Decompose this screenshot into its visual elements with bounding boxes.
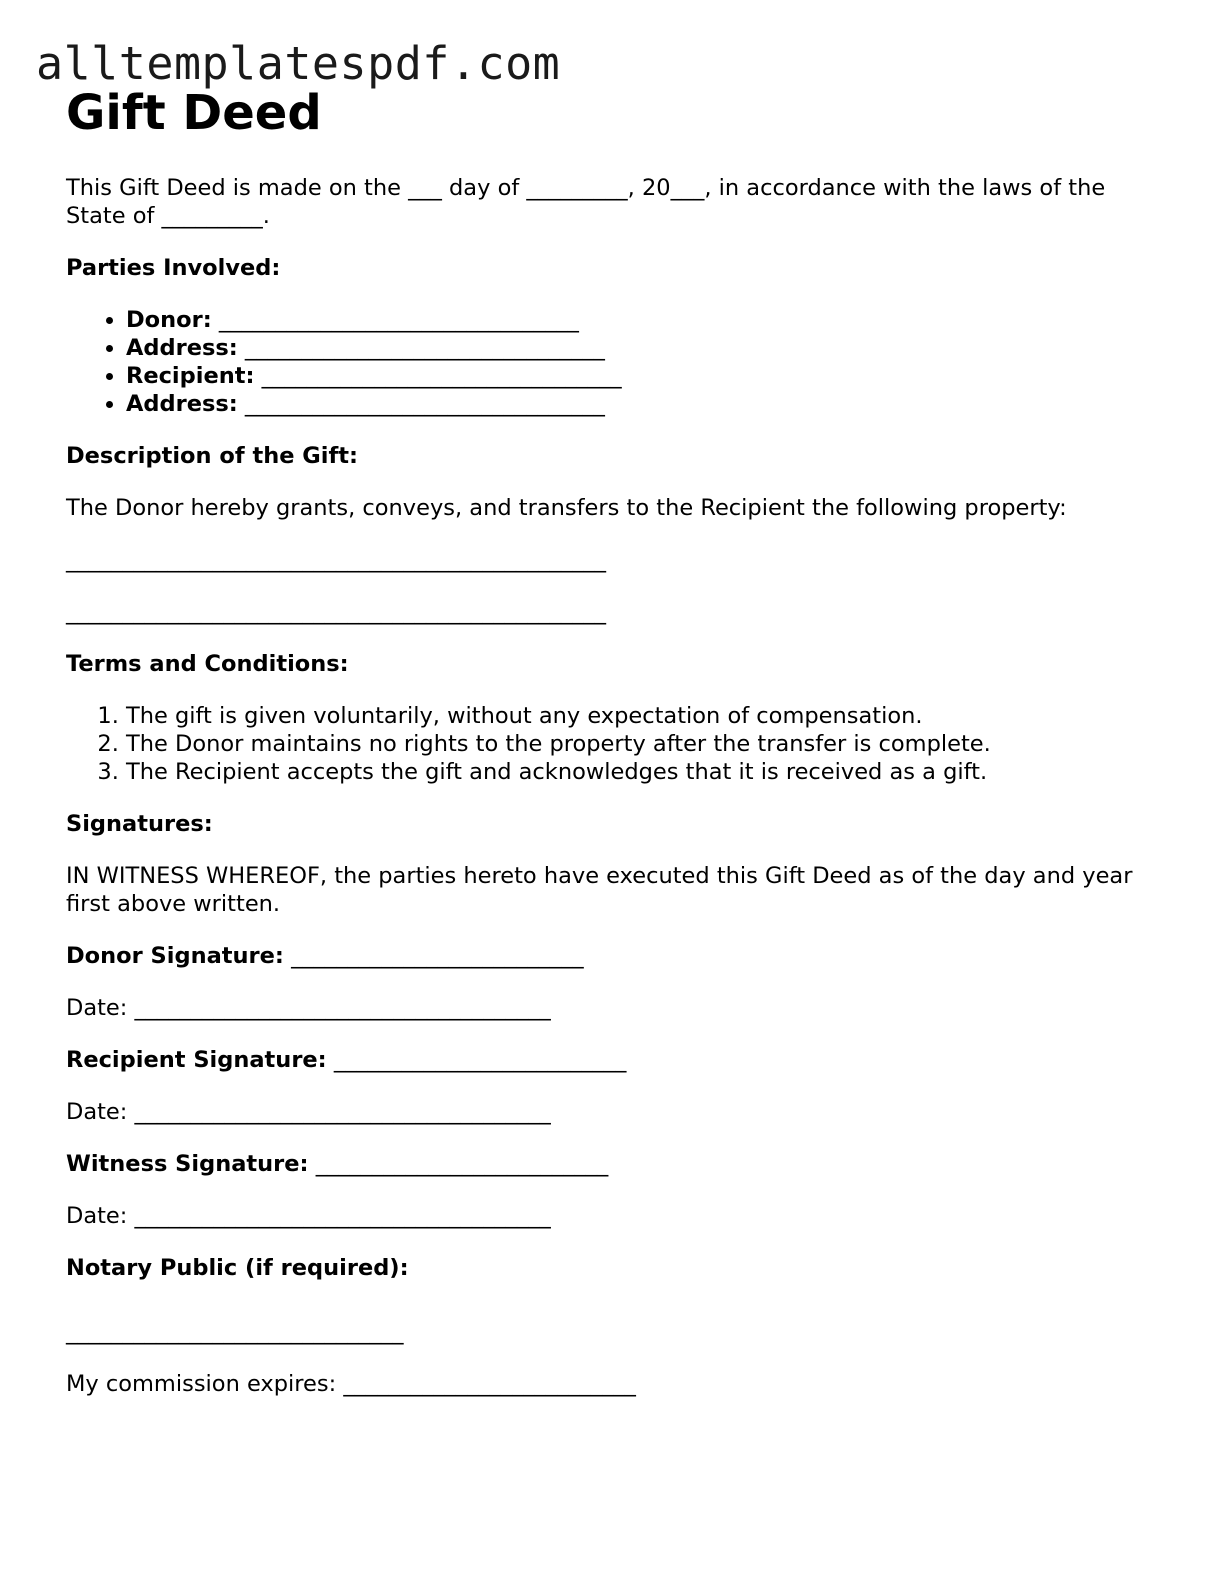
party-blank: ________________________________	[244, 335, 605, 361]
gift-heading: Description of the Gift:	[66, 443, 359, 469]
date-blank: _____________________________________	[134, 1099, 551, 1125]
witness-date-row	[66, 1202, 1166, 1230]
donor-signature-label: Donor Signature:	[66, 943, 284, 969]
recipient-date-row	[66, 1098, 1166, 1126]
party-label: Address:	[126, 335, 238, 361]
commission-row	[66, 1370, 1166, 1398]
party-blank: ________________________________	[244, 391, 605, 417]
party-label: Address:	[126, 391, 238, 417]
recipient-signature-row	[66, 1046, 1166, 1074]
party-item-recipient	[126, 362, 1166, 390]
date-label: Date:	[66, 1099, 128, 1125]
witness-signature-label: Witness Signature:	[66, 1151, 309, 1177]
term-item: 1. The gift is given voluntarily, without any expectation of compensation.	[126, 702, 1166, 730]
party-item-donor	[126, 306, 1166, 334]
commission-label: My commission expires:	[66, 1371, 337, 1397]
party-item-recipient-address	[126, 390, 1166, 418]
date-blank: _____________________________________	[134, 995, 551, 1021]
terms-list	[66, 702, 1166, 786]
party-item-donor-address	[126, 334, 1166, 362]
date-blank: _____________________________________	[134, 1203, 551, 1229]
donor-signature-blank: __________________________	[291, 943, 584, 969]
party-blank: ________________________________	[261, 363, 622, 389]
gift-text: The Donor hereby grants, conveys, and transfers to the Recipient the following property:	[66, 495, 1067, 521]
term-item: 3. The Recipient accepts the gift and acknowledges that it is received as a gift.	[126, 758, 1166, 786]
gift-blank-line-1: ________________________________________________	[66, 547, 606, 573]
document-page	[66, 84, 1166, 1398]
parties-heading: Parties Involved:	[66, 255, 281, 281]
date-label: Date:	[66, 1203, 128, 1229]
intro-paragraph: This Gift Deed is made on the ___ day of _________, 20___, in accordance with the laws of the State of _________.	[66, 175, 1106, 229]
signatures-heading: Signatures:	[66, 811, 213, 837]
party-label: Recipient:	[126, 363, 255, 389]
party-label: Donor:	[126, 307, 212, 333]
notary-heading: Notary Public (if required):	[66, 1255, 409, 1281]
recipient-signature-blank: __________________________	[333, 1047, 627, 1073]
witness-signature-row	[66, 1150, 1166, 1178]
donor-date-row	[66, 994, 1166, 1022]
notary-signature-line: ______________________________	[66, 1319, 404, 1345]
party-blank: ________________________________	[218, 307, 579, 333]
terms-heading: Terms and Conditions:	[66, 651, 349, 677]
witness-signature-blank: __________________________	[315, 1151, 609, 1177]
site-watermark: alltemplatespdf.com	[36, 37, 561, 90]
commission-blank: __________________________	[343, 1371, 636, 1397]
date-label: Date:	[66, 995, 128, 1021]
gift-blank-line-2: ________________________________________________	[66, 599, 606, 625]
witness-clause: IN WITNESS WHEREOF, the parties hereto have executed this Gift Deed as of the day and year first above written.	[66, 863, 1133, 917]
recipient-signature-label: Recipient Signature:	[66, 1047, 327, 1073]
document-title: Gift Deed	[66, 85, 322, 141]
parties-list	[66, 306, 1166, 418]
term-item: 2. The Donor maintains no rights to the property after the transfer is complete.	[126, 730, 1166, 758]
donor-signature-row	[66, 942, 1166, 970]
